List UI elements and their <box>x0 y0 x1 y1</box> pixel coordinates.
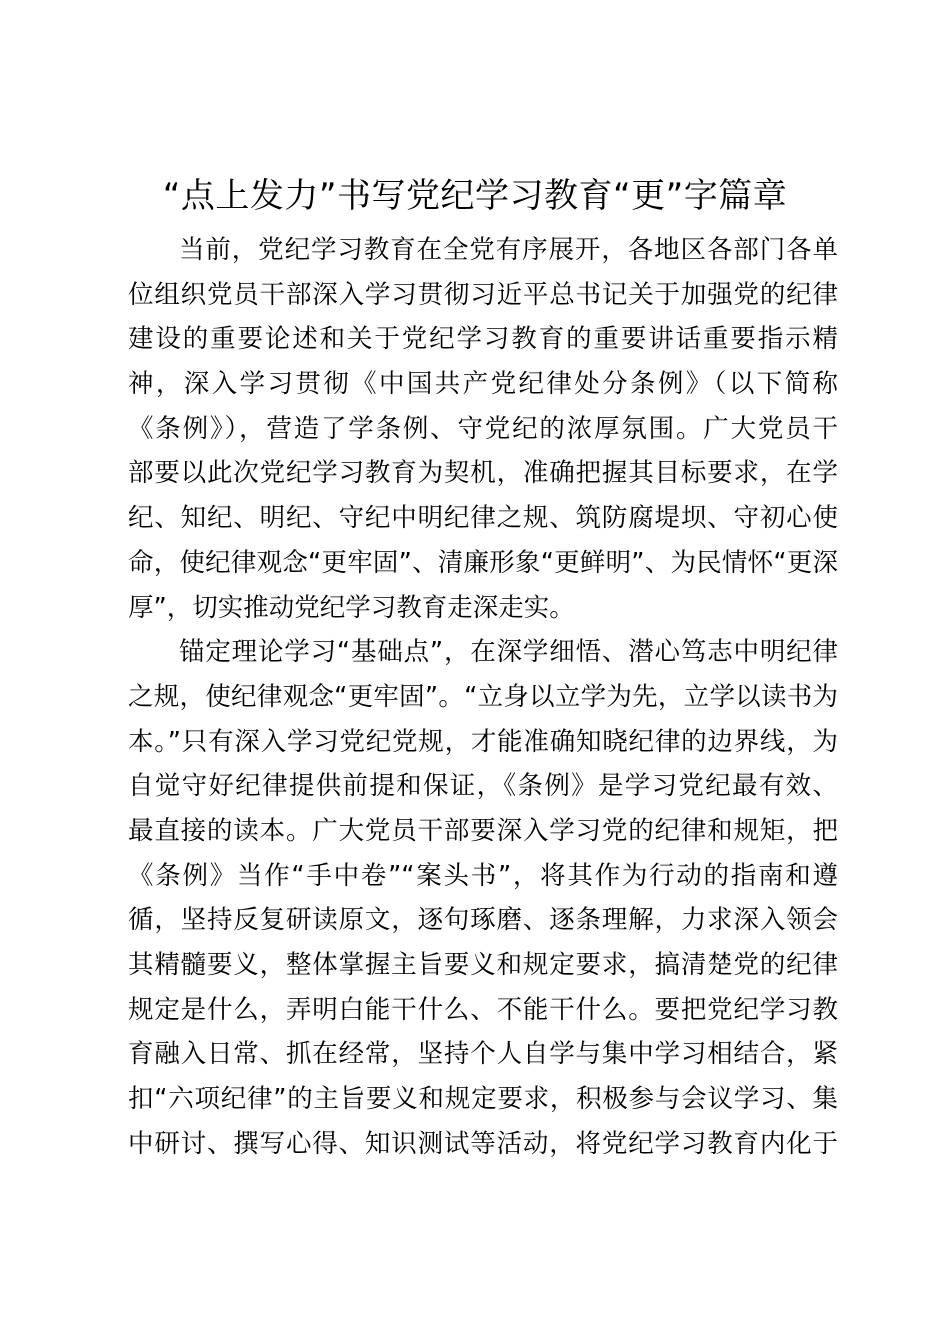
paragraph-1 <box>128 228 838 630</box>
paragraph-line: 《条例》当作“手中卷”“案头书”，将其作为行动的指南和遵 <box>128 860 838 891</box>
paragraph-line: 当前，党纪学习教育在全党有序展开，各地区各部门各单 <box>179 235 838 265</box>
paragraph-line: 纪、知纪、明纪、守纪中明纪律之规、筑防腐堤坝、守初心使 <box>128 503 838 534</box>
paragraph-line: 最直接的读本。广大党员干部要深入学习党的纪律和规矩，把 <box>128 815 838 846</box>
paragraph-line: 规定是什么，弄明白能干什么、不能干什么。要把党纪学习教 <box>128 994 838 1025</box>
document-title: “点上发力”书写党纪学习教育“更”字篇章 <box>162 176 788 216</box>
paragraph-line: 本。”只有深入学习党纪党规，才能准确知晓纪律的边界线，为 <box>128 726 838 757</box>
paragraph-line: 育融入日常、抓在经常，坚持个人自学与集中学习相结合，紧 <box>128 1039 838 1070</box>
paragraph-line: 中研讨、撰写心得、知识测试等活动，将党纪学习教育内化于 <box>128 1128 838 1159</box>
paragraph-line: 神，深入学习贯彻《中国共产党纪律处分条例》（以下简称 <box>128 369 838 400</box>
paragraph-line: 之规，使纪律观念“更牢固”。“立身以立学为先，立学以读书为 <box>128 681 838 712</box>
paragraph-line: 建设的重要论述和关于党纪学习教育的重要讲话重要指示精 <box>128 324 838 355</box>
paragraph-line: 位组织党员干部深入学习贯彻习近平总书记关于加强党的纪律 <box>128 279 838 310</box>
paragraph-line: 自觉守好纪律提供前提和保证，《条例》是学习党纪最有效、 <box>128 771 838 802</box>
paragraph-line: 扣“六项纪律”的主旨要义和规定要求，积极参与会议学习、集 <box>128 1084 838 1115</box>
paragraph-line: 其精髓要义，整体掌握主旨要义和规定要求，搞清楚党的纪律 <box>128 950 838 980</box>
paragraph-2 <box>128 630 838 1166</box>
paragraph-line: 命，使纪律观念“更牢固”、清廉形象“更鲜明”、为民情怀“更深 <box>128 547 838 578</box>
paragraph-line: 部要以此次党纪学习教育为契机，准确把握其目标要求，在学 <box>128 458 838 489</box>
document-body <box>128 228 838 1166</box>
paragraph-line: 循，坚持反复研读原文，逐句琢磨、逐条理解，力求深入领会 <box>128 905 838 936</box>
paragraph-line: 锚定理论学习“基础点”，在深学细悟、潜心笃志中明纪律 <box>179 637 838 668</box>
paragraph-line: 《条例》），营造了学条例、守党纪的浓厚氛围。广大党员干 <box>128 413 838 444</box>
paragraph-line: 厚”，切实推动党纪学习教育走深走实。 <box>128 592 575 623</box>
